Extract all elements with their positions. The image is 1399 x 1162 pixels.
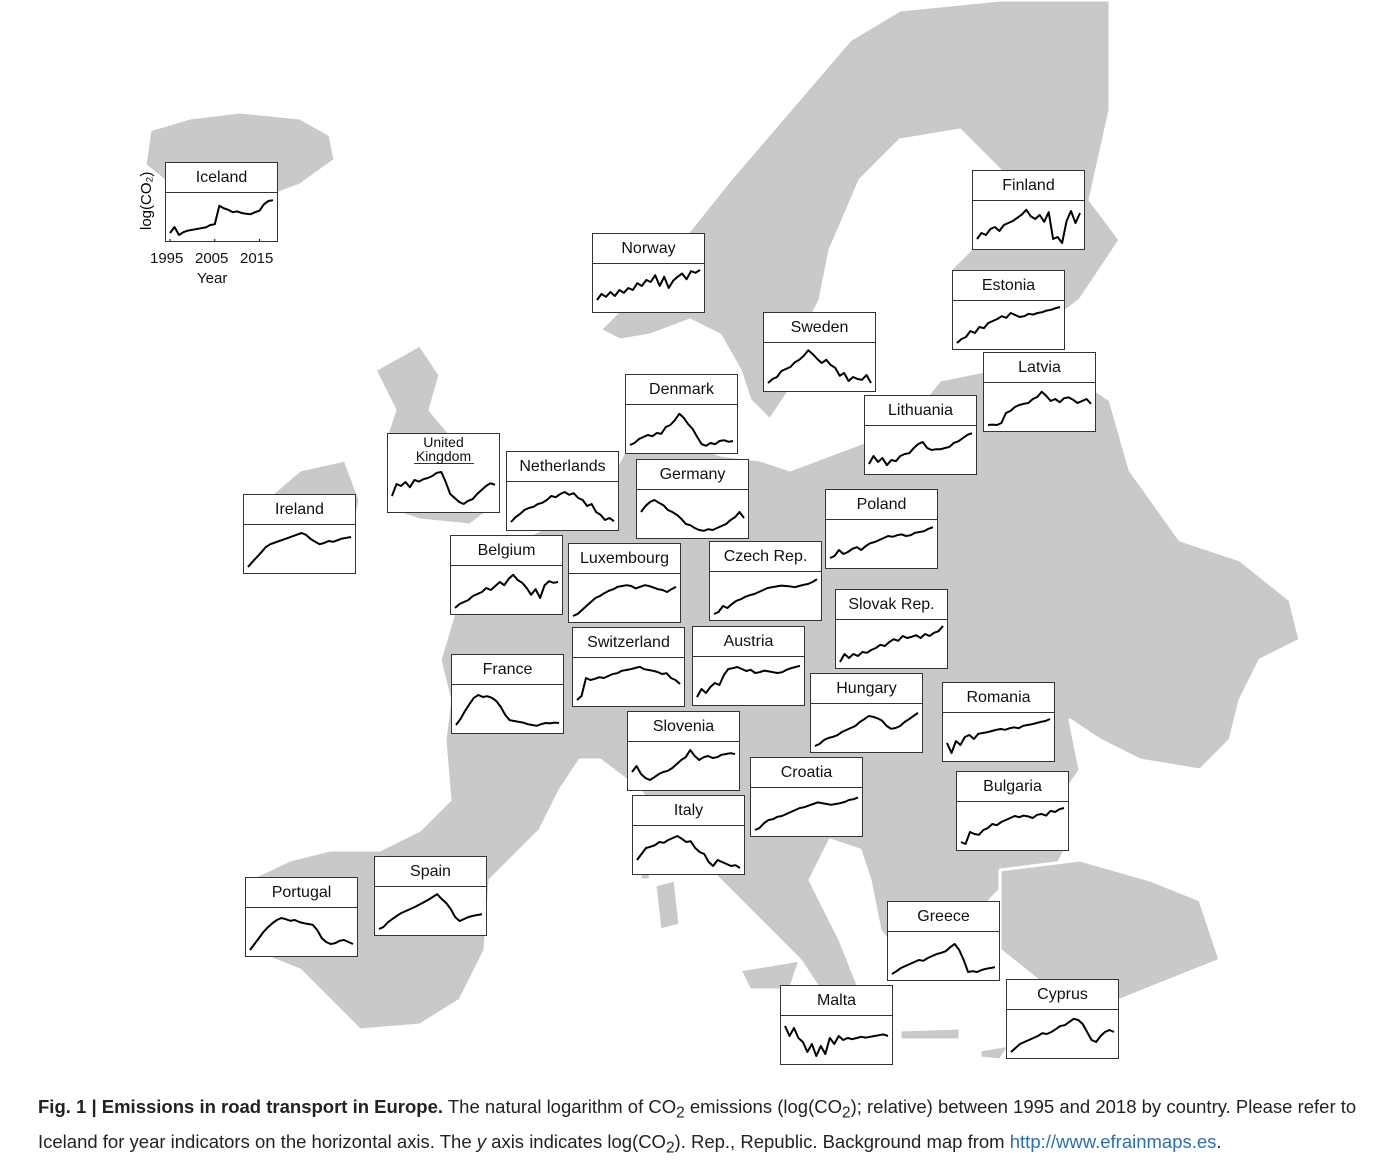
caption-text-5: ). Rep., Republic. Background map from: [674, 1130, 1010, 1152]
panel-title: Croatia: [751, 758, 862, 788]
panel-line-chart: [573, 658, 684, 706]
panel-title: Finland: [973, 171, 1084, 201]
panel-slovak-rep: [835, 589, 948, 669]
panel-czech-rep: [709, 541, 822, 621]
panel-title: Cyprus: [1007, 980, 1118, 1010]
panel-france: [451, 654, 564, 734]
panel-belgium: [450, 535, 563, 615]
series-line: [455, 575, 558, 608]
series-line: [392, 472, 495, 504]
panel-estonia: [952, 270, 1065, 350]
panel-title: Czech Rep.: [710, 542, 821, 572]
series-line: [511, 492, 614, 522]
series-line: [630, 414, 733, 446]
panel-title: Germany: [637, 460, 748, 490]
panel-finland: [972, 170, 1085, 250]
panel-line-chart: [507, 482, 618, 530]
panel-line-chart: [764, 343, 875, 391]
panel-title: Sweden: [764, 313, 875, 343]
panel-line-chart: [973, 201, 1084, 249]
panel-title: Greece: [888, 902, 999, 932]
panel-iceland: [165, 162, 278, 242]
panel-italy: [632, 795, 745, 875]
panel-line-chart: [166, 193, 277, 241]
panel-line-chart: [781, 1016, 892, 1064]
series-line: [697, 666, 800, 697]
caption-italic-y: y: [476, 1130, 487, 1152]
series-line: [957, 307, 1060, 343]
land-sardinia: [655, 880, 680, 930]
panel-title: Lithuania: [865, 396, 976, 426]
figure-caption: [38, 1093, 1394, 1162]
series-line: [714, 579, 817, 614]
iceland-xtick-1995: 1995: [150, 250, 184, 267]
panel-sweden: [763, 312, 876, 392]
caption-sub-2: 2: [842, 1104, 851, 1122]
iceland-x-axis-label: Year: [197, 270, 228, 287]
panel-title: France: [452, 655, 563, 685]
panel-line-chart: [637, 490, 748, 538]
panel-line-chart: [452, 685, 563, 733]
iceland-xtick-2005: 2005: [195, 250, 229, 267]
panel-poland: [825, 489, 938, 569]
series-line: [573, 585, 676, 616]
panel-germany: [636, 459, 749, 539]
panel-malta: [780, 985, 893, 1065]
panel-line-chart: [836, 620, 947, 668]
panel-title: Belgium: [451, 536, 562, 566]
panel-bulgaria: [956, 771, 1069, 851]
panel-title: United Kingdom: [414, 434, 474, 464]
panel-spain: [374, 856, 487, 936]
panel-title: Bulgaria: [957, 772, 1068, 802]
series-line: [988, 392, 1091, 425]
panel-line-chart: [811, 704, 922, 752]
panel-title: Iceland: [166, 163, 277, 193]
panel-line-chart: [984, 383, 1095, 431]
panel-title: Romania: [943, 683, 1054, 713]
series-line: [869, 433, 972, 465]
panel-title: Latvia: [984, 353, 1095, 383]
panel-title: Norway: [593, 234, 704, 264]
panel-title: Slovak Rep.: [836, 590, 947, 620]
iceland-xtick-2015: 2015: [240, 250, 274, 267]
panel-lithuania: [864, 395, 977, 475]
panel-line-chart: [388, 464, 499, 512]
land-crete: [900, 1028, 960, 1040]
series-line: [785, 1026, 888, 1056]
panel-title: Denmark: [626, 375, 737, 405]
panel-title: Portugal: [246, 878, 357, 908]
panel-croatia: [750, 757, 863, 837]
series-line: [641, 500, 744, 531]
series-line: [379, 894, 482, 929]
series-line: [977, 210, 1080, 243]
panel-line-chart: [244, 525, 355, 573]
series-line: [170, 200, 273, 235]
panel-title: Poland: [826, 490, 937, 520]
panel-title: Slovenia: [628, 712, 739, 742]
caption-text-1: The natural logarithm of CO: [443, 1096, 677, 1117]
panel-line-chart: [888, 932, 999, 980]
panel-line-chart: [943, 713, 1054, 761]
panel-line-chart: [628, 742, 739, 790]
caption-end: .: [1216, 1130, 1222, 1152]
panel-line-chart: [865, 426, 976, 474]
series-line: [597, 270, 700, 300]
caption-figure-title: Fig. 1 | Emissions in road transport in Europe.: [38, 1096, 444, 1117]
caption-text-3: ); relative) between 1995 and 2018 by country. Please refer to Iceland for year indicators on the horizontal axis. The: [38, 1096, 1357, 1152]
panel-norway: [592, 233, 705, 313]
panel-title: Hungary: [811, 674, 922, 704]
panel-portugal: [245, 877, 358, 957]
panel-luxembourg: [568, 543, 681, 623]
series-line: [947, 719, 1050, 753]
series-line: [637, 836, 740, 868]
panel-title: Estonia: [953, 271, 1064, 301]
panel-austria: [692, 626, 805, 706]
caption-text-2: emissions (log(CO: [684, 1096, 842, 1117]
panel-line-chart: [1007, 1010, 1118, 1058]
iceland-y-axis-label: log(CO₂): [138, 171, 155, 230]
panel-title: Netherlands: [507, 452, 618, 482]
panel-line-chart: [569, 574, 680, 622]
panel-line-chart: [693, 657, 804, 705]
series-line: [840, 626, 943, 662]
series-line: [961, 808, 1064, 844]
caption-text-4: axis indicates log(CO: [486, 1130, 666, 1152]
panel-united-kingdom: [387, 433, 500, 513]
series-line: [830, 527, 933, 558]
panel-line-chart: [626, 405, 737, 453]
panel-netherlands: [506, 451, 619, 531]
panel-line-chart: [751, 788, 862, 836]
series-line: [755, 798, 858, 830]
caption-sub-1: 2: [676, 1104, 685, 1122]
series-line: [456, 695, 559, 726]
panel-line-chart: [375, 887, 486, 935]
panel-line-chart: [957, 802, 1068, 850]
panel-title: Malta: [781, 986, 892, 1016]
series-line: [1011, 1019, 1114, 1052]
series-line: [892, 944, 995, 974]
series-line: [250, 918, 353, 950]
panel-title: Italy: [633, 796, 744, 826]
panel-line-chart: [451, 566, 562, 614]
panel-hungary: [810, 673, 923, 753]
panel-line-chart: [593, 264, 704, 312]
panel-slovenia: [627, 711, 740, 791]
panel-line-chart: [826, 520, 937, 568]
panel-denmark: [625, 374, 738, 454]
series-line: [768, 350, 871, 383]
series-line: [815, 713, 918, 746]
panel-ireland: [243, 494, 356, 574]
panel-line-chart: [246, 908, 357, 956]
panel-switzerland: [572, 627, 685, 707]
panel-title: Spain: [375, 857, 486, 887]
caption-url-link[interactable]: http://www.efrainmaps.es: [1009, 1130, 1217, 1152]
caption-sub-3: 2: [665, 1139, 675, 1157]
panel-title: Austria: [693, 627, 804, 657]
panel-title: Switzerland: [573, 628, 684, 658]
panel-greece: [887, 901, 1000, 981]
series-line: [248, 533, 351, 567]
panel-title: Ireland: [244, 495, 355, 525]
panel-line-chart: [953, 301, 1064, 349]
series-line: [632, 750, 735, 780]
panel-title: Luxembourg: [569, 544, 680, 574]
panel-latvia: [983, 352, 1096, 432]
panel-line-chart: [633, 826, 744, 874]
panel-line-chart: [710, 572, 821, 620]
series-line: [577, 667, 680, 700]
panel-cyprus: [1006, 979, 1119, 1059]
panel-romania: [942, 682, 1055, 762]
